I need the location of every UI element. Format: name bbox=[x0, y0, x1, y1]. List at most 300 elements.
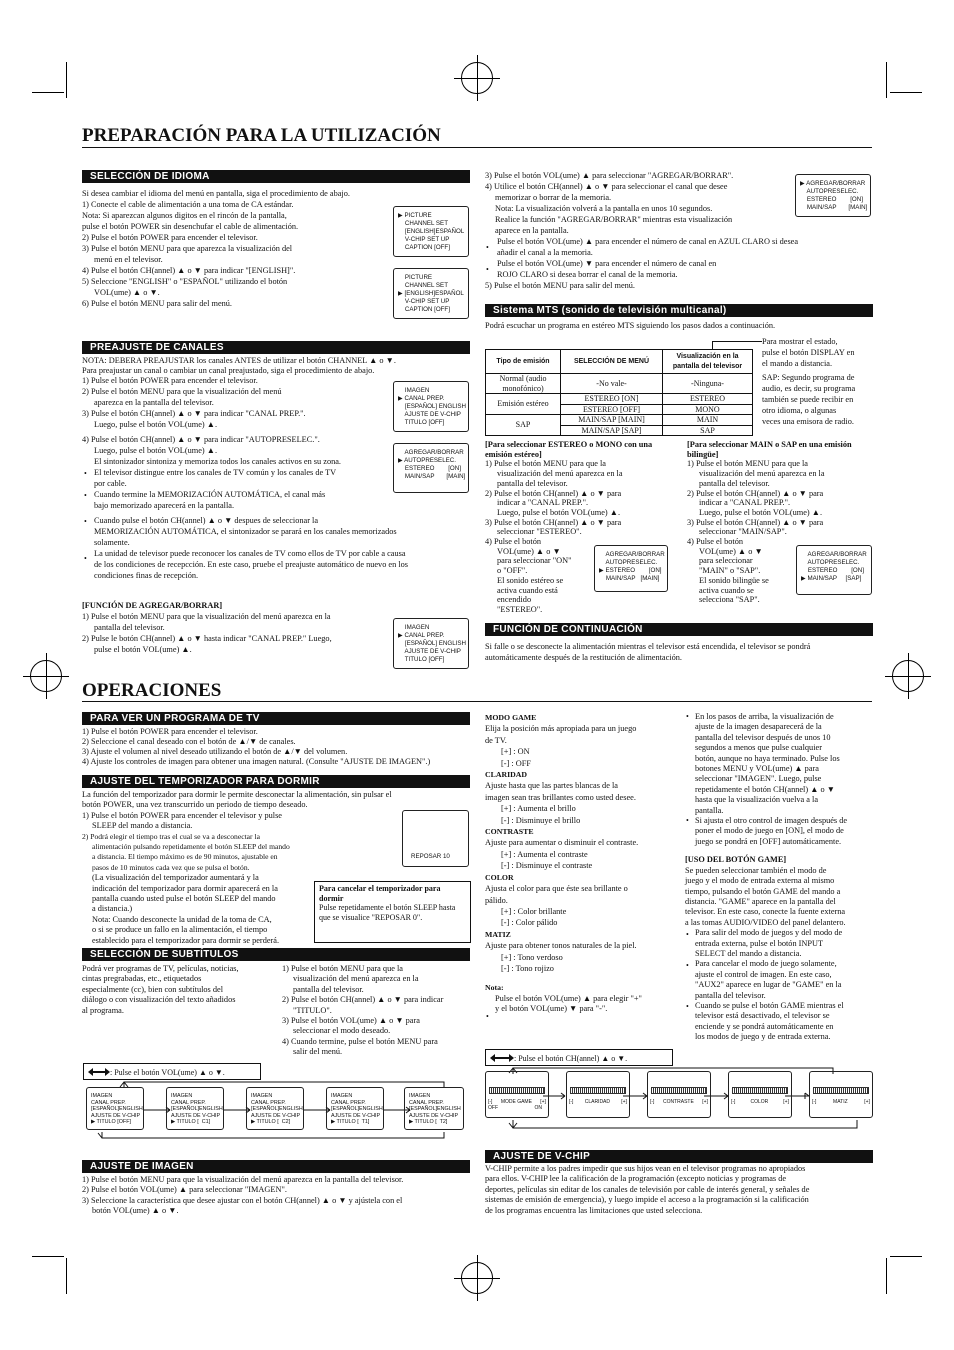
crop-mark bbox=[66, 1258, 67, 1294]
text-line: Elija la posición más apropiada para un juego bbox=[485, 724, 637, 734]
text-line: 2) Pulse el botón CH(annel) ▲ o ▼ para indicar bbox=[282, 995, 444, 1005]
title-rule bbox=[82, 701, 872, 702]
text-line: Ajuste para obtener tonos naturales de la piel. bbox=[485, 941, 637, 951]
imagen-header: AJUSTE DE IMAGEN bbox=[82, 1160, 470, 1173]
text-line: 4) Ajuste los controles de imagen para obtener una imagen natural. (Consulte "AJUSTE DE IMAGEN".) bbox=[82, 757, 431, 766]
cancel-text: Pulse repetidamente el botón SLEEP hasta que se visualice "REPOSAR 0". bbox=[319, 903, 456, 922]
text-line: menú en el televisor. bbox=[94, 255, 163, 264]
text-line: Para preajustar un canal o cambiar un canal preajustado, siga el procedimiento de abajo. bbox=[82, 365, 375, 375]
text-line: El sonido bilingüe se bbox=[699, 575, 769, 585]
temporizador-header: AJUSTE DEL TEMPORIZADOR PARA DORMIR bbox=[82, 775, 470, 788]
crop-mark bbox=[66, 62, 67, 98]
bullet: • bbox=[486, 243, 489, 252]
text-line: ajuste el control de imagen. En este caso, bbox=[695, 969, 832, 979]
text-line: "ESTEREO". bbox=[497, 604, 543, 614]
registration-mark bbox=[892, 660, 924, 692]
page-title: PREPARACIÓN PARA LA UTILIZACIÓN bbox=[82, 125, 441, 146]
registration-mark bbox=[461, 62, 493, 94]
text-line: de TV. bbox=[485, 735, 507, 745]
text-line: botón, aunque no haya terminado. Pulse los bbox=[695, 753, 840, 763]
text-line: audio, es decir, su programa bbox=[762, 384, 856, 393]
text-line: [-] : Disminuye el contraste bbox=[501, 861, 593, 871]
subtitulos-left bbox=[82, 964, 272, 1016]
text-line: a distancia.) bbox=[92, 904, 133, 914]
text-line: pantalla cuando usted pulse el botón SLEEP del mando bbox=[92, 894, 276, 904]
table-cell: Emisión estéreo bbox=[486, 394, 561, 415]
mts-header: Sistema MTS (sonido de televisión multicanal) bbox=[485, 304, 873, 317]
text-line: V-CHIP permite a los padres impedir que sus hijos vean en el televisor programas no apropiados bbox=[485, 1164, 806, 1173]
mts-side-note bbox=[762, 336, 877, 427]
text-line: Para mostrar el estado, bbox=[762, 337, 838, 346]
text-line: Luego, pulse el botón VOL(ume) ▲. bbox=[94, 446, 218, 455]
bullet: • bbox=[486, 1012, 489, 1021]
text-line: 5) Seleccione "ENGLISH" o "ESPAÑOL" utilizando el botón bbox=[82, 277, 288, 286]
text-line: activa cuando está bbox=[497, 585, 558, 595]
text-line: 2) Pulse el botón MENU para que la visualización del menú bbox=[82, 387, 282, 396]
bar-range-label bbox=[488, 1105, 542, 1111]
bar-label bbox=[650, 1099, 708, 1105]
text-line: de los programas encuentra las limitaciones que usted selecciona. bbox=[485, 1205, 703, 1215]
text-line: Cuando pulse el botón CH(annel) ▲ o ▼ despues de seleccionar la bbox=[94, 516, 319, 525]
text-line: pantalla. bbox=[695, 805, 724, 815]
text-line: 2) Pulse el botón CH(annel) ▲ o ▼ para bbox=[485, 488, 622, 498]
text-line: 3) Seleccione la característica que desee ajustar con el botón CH(annel) ▲ o ▼ y ajústela con el bbox=[82, 1195, 403, 1205]
text-line: Ajuste para aumentar o disminuir el contraste. bbox=[485, 838, 639, 848]
table-cell: ESTEREO [ON] bbox=[561, 394, 663, 405]
picture-bar-screen bbox=[728, 1071, 792, 1118]
text-line: Luego, pulse el botón VOL(ume) ▲. bbox=[94, 420, 218, 429]
text-line: 4) Pulse el botón bbox=[687, 537, 743, 547]
text-line: Podrá ver programas de TV, películas, noticias, bbox=[82, 964, 239, 973]
text-line: seleccionar "IMAGEN". Luego, pulse bbox=[695, 774, 822, 784]
title-rule bbox=[82, 147, 872, 148]
menu-screen: ▶ PICTURE CHANNEL SET [ENGLISH]ESPAÑOL V-CHIP SET UP CAPTION [OFF] bbox=[393, 206, 469, 257]
text-line: 1) Pulse el botón MENU para que la bbox=[687, 459, 808, 469]
menu-screen: IMAGEN ▶ CANAL PREP. [ESPAÑOL] ENGLISH AJUSTE DE V-CHIP TITULO [OFF] bbox=[393, 381, 469, 432]
text-line: Pulse el botón VOL(ume) ▲ para elegir "+" bbox=[495, 993, 642, 1003]
text-line: sistemas de emisión de emergencia), y luego impide el acceso a la programación si la calificación bbox=[485, 1195, 809, 1205]
text-line: indicar a "CANAL PREP.". bbox=[497, 498, 589, 508]
text-line: televisor. En este caso, conecte la fuente externa bbox=[685, 907, 846, 917]
text-line: 1) Pulse el botón MENU para que la bbox=[282, 964, 403, 973]
text-line: Pulse el botón VOL(ume) ▼ para encender el número de canal en bbox=[497, 259, 717, 268]
text-line: o "OFF". bbox=[497, 566, 528, 576]
text-line: encendido bbox=[497, 595, 532, 605]
text-line: repetidamente el botón CH(annel) ▲ o ▼ bbox=[695, 784, 835, 794]
bullet: • bbox=[686, 712, 689, 721]
text-line: o si se produce un fallo en la alimentación, el tiempo bbox=[92, 925, 268, 935]
subsection-header: [Para seleccionar MAIN o SAP en una emisión bilingüe] bbox=[687, 440, 852, 459]
subsection-header: [FUNCIÓN DE AGREGAR/BORRAR] bbox=[82, 601, 223, 610]
text-line: 3) Pulse el botón CH(annel) ▲ o ▼ para bbox=[485, 517, 622, 527]
text-line: los modos de juego y de entrada externa. bbox=[695, 1032, 831, 1042]
title-screen: IMAGEN CANAL PREP. [ESPAÑOL]ENGLISH AJUSTE DE V-CHIP ▶ TITULO [ T1] bbox=[326, 1087, 384, 1130]
text-line: especialmente (cc), bien con subtítulos del bbox=[82, 984, 223, 994]
text-line: Si desea cambiar el idioma del menú en pantalla, siga el procedimiento de abajo. bbox=[82, 189, 350, 198]
text-line: [+] : Aumenta el brillo bbox=[501, 804, 576, 814]
text-line: seleccionar el modo deseado. bbox=[293, 1026, 391, 1036]
menu-screen: ▶ AGREGAR/BORRAR AUTOPRESELEC. ESTEREO [ON] MAIN/SAP [MAIN] bbox=[795, 174, 871, 217]
subsection-header: [USO DEL BOTÓN GAME] bbox=[685, 855, 787, 865]
bar-label bbox=[812, 1099, 870, 1105]
crop-mark bbox=[890, 1256, 922, 1257]
crop-mark bbox=[32, 1256, 64, 1257]
text-line: pantalla del televisor después de unos 10 bbox=[695, 732, 831, 742]
bullet: • bbox=[84, 517, 87, 526]
text-line: aparezca en la pantalla del televisor. bbox=[94, 398, 214, 407]
menu-screen: PICTURE CHANNEL SET ▶ [ENGLISH]ESPAÑOL V-CHIP SET UP CAPTION [OFF] bbox=[393, 268, 469, 319]
level-bar bbox=[813, 1087, 869, 1094]
table-cell: -Ninguna- bbox=[663, 374, 753, 394]
subtitulos-right bbox=[282, 964, 474, 1058]
text-line: El televisor distingue entre los canales de TV común y los canales de TV bbox=[94, 468, 337, 477]
text-line: y el botón VOL(ume) ▼ para "-". bbox=[495, 1003, 608, 1013]
bar-sign: [+] bbox=[783, 1099, 789, 1105]
table-cell: MAIN bbox=[663, 415, 753, 426]
table-header: SELECCIÓN DE MENÚ bbox=[561, 350, 663, 374]
text-line: Cuando termine la MEMORIZACIÓN AUTOMÁTICA, el canal más bbox=[94, 490, 326, 499]
text-line: 1) Pulse el botón MENU para que la bbox=[485, 459, 606, 469]
legend-text: : Pulse el botón CH(annel) ▲ o ▼. bbox=[514, 1054, 628, 1063]
text-line: deportes, películas sin editar de los canales de televisión por cable de interés general, y señales de bbox=[485, 1184, 810, 1194]
text-line: Para salir del modo de juegos y del modo de bbox=[695, 928, 843, 938]
text-line: establecido para el temporizador para dormir se perderá. bbox=[92, 935, 280, 945]
text-line: juego y el modo de entrada externa al mismo bbox=[685, 876, 835, 886]
text-line: La función del temporizador para dormir le permite desconectar la alimentación, sin pulsar el bbox=[82, 790, 392, 799]
text-line: pulse el botón POWER sin desenchufar el cable de alimentación. bbox=[82, 222, 299, 231]
text-line: pálido. bbox=[485, 895, 508, 905]
table-row bbox=[486, 415, 753, 426]
text-line: pantalla del televisor. bbox=[293, 984, 364, 994]
bar-sign: [-] bbox=[569, 1099, 574, 1105]
bar-sign: [-] bbox=[812, 1099, 817, 1105]
bar-sign: [-] bbox=[650, 1099, 655, 1105]
text-line: seleccionar "MAIN/SAP". bbox=[699, 527, 787, 537]
picture-bar-screen bbox=[809, 1071, 873, 1118]
bar-sign: [+] bbox=[864, 1099, 870, 1105]
text-line: 1) Pulse el botón POWER para encender el televisor y pulse bbox=[82, 810, 282, 820]
table-header-row bbox=[486, 350, 753, 374]
text-line: pantalla del televisor. bbox=[695, 990, 766, 1000]
text-line: indicación del temporizador para dormir aparecerá en la bbox=[92, 883, 278, 893]
title-screen: IMAGEN CANAL PREP. [ESPAÑOL]ENGLISH AJUSTE DE V-CHIP ▶ TITULO [ T2] bbox=[404, 1087, 464, 1130]
text-line: botones MENU y VOL(ume) ▲ para bbox=[695, 764, 819, 774]
vchip-text bbox=[485, 1164, 880, 1216]
text-line: Realice la función "AGREGAR/BORRAR" mientras esta visualización bbox=[495, 215, 733, 224]
bar-sign: [+] bbox=[621, 1099, 627, 1105]
text-line: Luego, pulse el botón VOL(ume) ▲. bbox=[699, 507, 823, 517]
ver-header: PARA VER UN PROGRAMA DE TV bbox=[82, 712, 470, 725]
bar-sign: [-] bbox=[731, 1099, 736, 1105]
text-line: por cable. bbox=[94, 479, 127, 488]
text-line: enciende y se pondrá automáticamente en bbox=[695, 1021, 834, 1031]
text-line: "AUX2" aparece en lugar de "GAME" en la bbox=[695, 980, 842, 990]
text-line: MATIZ bbox=[485, 929, 511, 939]
continuacion-text bbox=[485, 641, 875, 663]
menu-screen: AGREGAR/BORRAR AUTOPRESELEC. ▶ ESTEREO [ON] MAIN/SAP [MAIN] bbox=[594, 545, 668, 592]
picture-bar-screen bbox=[647, 1071, 711, 1118]
crop-mark bbox=[890, 92, 922, 93]
text-line: 6) Pulse el botón MENU para salir del menú. bbox=[82, 299, 233, 308]
text-line: 1) Pulse el botón POWER para encender el televisor. bbox=[82, 727, 258, 736]
text-line: ajuste de la imagen desaparecerá de la bbox=[695, 722, 822, 732]
text-line: 2) Pulse el botón POWER para encender el televisor. bbox=[82, 233, 258, 242]
table-row bbox=[486, 374, 753, 394]
table-cell: Normal (audio monofónico) bbox=[486, 374, 561, 394]
bar-range-text: ON bbox=[534, 1105, 542, 1111]
text-line: (La visualización del temporizador aumentará y la bbox=[92, 873, 259, 883]
text-line: Nota: La visualización volverá a la pantalla en unos 10 segundos. bbox=[495, 204, 713, 213]
text-line: VOL(ume) ▲ o ▼ bbox=[699, 546, 763, 556]
crop-mark bbox=[886, 62, 887, 98]
text-line: visualización del menú aparezca en la bbox=[497, 469, 623, 479]
text-line: a las tomas AUDIO/VIDEO del panel delantero. bbox=[685, 917, 846, 927]
table-cell: -No vale- bbox=[561, 374, 663, 394]
text-line: 4) Pulse el botón CH(annel) ▲ o ▼ para indicar "[ENGLISH]". bbox=[82, 266, 296, 275]
bullet: • bbox=[686, 961, 689, 970]
text-line: automáticamente después de la restitución de alimentación. bbox=[485, 653, 682, 662]
table-cell: ESTEREO [OFF] bbox=[561, 404, 663, 415]
bar-label bbox=[569, 1099, 627, 1105]
text-line: poner el modo de juego en [ON], el modo de bbox=[695, 826, 844, 836]
idioma-text bbox=[82, 188, 392, 309]
text-line: CONTRASTE bbox=[485, 827, 534, 837]
text-line: "MAIN" o "SAP". bbox=[699, 566, 761, 576]
text-line: condiciones finas de recepción. bbox=[94, 571, 199, 580]
text-line: para seleccionar "ON" bbox=[497, 556, 572, 566]
text-line: indicar a "CANAL PREP.". bbox=[699, 498, 791, 508]
text-line: otro idioma, o algunas bbox=[762, 406, 837, 415]
text-line: pulse el botón VOL(ume) ▲. bbox=[94, 645, 192, 654]
text-line: Pulse el botón VOL(ume) ▲ para encender el número de canal en AZUL CLARO si desea bbox=[497, 237, 799, 246]
text-line: 2) Seleccione el canal deseado con el botón de ▲/▼ de canales. bbox=[82, 737, 296, 746]
level-bar bbox=[570, 1087, 626, 1094]
text-line: 2) Pulse le botón CH(annel) ▲ o ▼ hasta indicar "CANAL PREP." Luego, bbox=[82, 634, 332, 643]
double-arrow-icon bbox=[88, 1068, 110, 1076]
text-line: Ajuste hasta que las partes blancas de la bbox=[485, 781, 618, 791]
table-cell: MAIN/SAP [SAP] bbox=[561, 425, 663, 436]
menu-screen: IMAGEN ▶ CANAL PREP. [ESPAÑOL] ENGLISH AJUSTE DE V-CHIP TITULO [OFF] bbox=[393, 618, 469, 669]
continuacion-header: FUNCIÓN DE CONTINUACIÓN bbox=[485, 623, 873, 636]
bar-range-text: OFF bbox=[488, 1105, 498, 1111]
text-line: veces una emisora de radio. bbox=[762, 417, 854, 426]
section-title: OPERACIONES bbox=[82, 680, 222, 701]
text-line: Nota: Cuando desconecte la unidad de la toma de CA, bbox=[92, 914, 272, 924]
bullet: • bbox=[486, 265, 489, 274]
agregar-func-text bbox=[82, 600, 382, 655]
bar-name: CONTRASTE bbox=[662, 1099, 694, 1105]
text-line: ROJO CLARO si desea borrar el canal de la memoria. bbox=[497, 270, 678, 279]
text-line: MEMORIZACIÓN AUTOMÁTICA, el sintonizador se parará en los canales memorizados bbox=[94, 527, 397, 536]
picture-bar-screen bbox=[485, 1071, 549, 1118]
text-line: SLEEP del mando a distancia. bbox=[92, 821, 193, 831]
table-cell: SAP bbox=[663, 425, 753, 436]
subsection-header: [Para seleccionar ESTEREO o MONO con una emisión estéreo] bbox=[485, 440, 653, 459]
text-line: botón VOL(ume) ▲ o ▼. bbox=[92, 1206, 179, 1216]
text-line: Ajusta el color para que éste sea brillante o bbox=[485, 884, 628, 894]
text-line: 2) Podrá elegir el tiempo tras el cual se va a desconectar la bbox=[82, 831, 260, 841]
text-line: [+] : Aumenta el contraste bbox=[501, 849, 588, 859]
level-bar bbox=[489, 1087, 545, 1094]
text-line: juego se pondrá en [OFF] automáticamente. bbox=[695, 836, 842, 846]
text-line: [+] : Color brillante bbox=[501, 906, 567, 916]
text-line: el mando a distancia. bbox=[762, 359, 833, 368]
text-line: Si ajusta el otro control de imagen después de bbox=[695, 816, 848, 826]
text-line: pantalla del televisor. bbox=[497, 478, 568, 488]
text-line: para ellos. V-CHIP lee la calificación de la programación (excepto noticias y programas de bbox=[485, 1174, 787, 1184]
text-line: [+] : ON bbox=[501, 747, 530, 757]
bar-name: MATIZ bbox=[833, 1099, 848, 1105]
modos-text bbox=[485, 712, 675, 1014]
table-header: Tipo de emisión bbox=[486, 350, 561, 374]
crop-mark bbox=[886, 1258, 887, 1294]
table-cell: MONO bbox=[663, 404, 753, 415]
text-line: 3) Pulse el botón CH(annel) ▲ o ▼ para indicar "CANAL PREP.". bbox=[82, 409, 306, 418]
callout-line bbox=[712, 341, 713, 350]
text-line: 1) Pulse el botón MENU para que la visualización del menú aparezca en la pantalla del televisor. bbox=[82, 1175, 404, 1184]
text-line: COLOR bbox=[485, 872, 514, 882]
vol-legend bbox=[83, 1063, 261, 1080]
text-line: Luego, pulse el botón VOL(ume) ▲. bbox=[497, 507, 621, 517]
table-cell: MAIN/SAP [MAIN] bbox=[561, 415, 663, 426]
text-line: NOTA: DEBERA PREAJUSTAR los canales ANTES de utilizar el botón CHANNEL ▲ o ▼. bbox=[82, 356, 396, 365]
registration-mark bbox=[30, 660, 62, 692]
text-line: El sonido estéreo se bbox=[497, 575, 564, 585]
text-line: seleccionar "ESTEREO". bbox=[497, 527, 582, 537]
text-line: pantalla del televisor. bbox=[699, 478, 770, 488]
bar-sign: [+] bbox=[540, 1099, 546, 1105]
table-cell: SAP bbox=[486, 415, 561, 436]
text-line: imagen sean tras brillantes como usted desee. bbox=[485, 792, 636, 802]
sleep-screen: REPOSAR 10 bbox=[402, 810, 469, 867]
mts-table bbox=[485, 349, 753, 436]
text-line: 3) Pulse el botón VOL(ume) ▲ o ▼ para bbox=[282, 1016, 420, 1026]
text-line: visualización del menú aparezca en la bbox=[293, 974, 419, 984]
level-bar bbox=[732, 1087, 788, 1094]
cancel-title: Para cancelar el temporizador para dormir bbox=[319, 884, 441, 903]
text-line: SAP: Segundo programa de bbox=[762, 373, 855, 382]
bullet: • bbox=[84, 554, 87, 563]
ver-text bbox=[82, 727, 477, 767]
idioma-header: SELECCIÓN DE IDIOMA bbox=[82, 170, 470, 183]
text-line: Si falle o se desconecte la alimentación mientras el televisor está encendida, el televisor se pondrá bbox=[485, 642, 811, 651]
text-line: distancia. "GAME" aparece en la pantalla del bbox=[685, 896, 836, 906]
text-line: MODO GAME bbox=[485, 713, 537, 722]
text-line: pantalla del televisor. bbox=[94, 623, 165, 632]
text-line: bajo memorizado aparecerá en la pantalla. bbox=[94, 501, 235, 510]
text-line: botón POWER, una vez transcurrido un periodo de tiempo deseado. bbox=[82, 800, 308, 810]
imagen-text bbox=[82, 1175, 477, 1217]
text-line: 3) Ajuste el volumen al nivel deseado utilizando el botón de ▲/▼ del volumen. bbox=[82, 747, 348, 756]
text-line: segundos a menos que pulse cualquier bbox=[695, 743, 822, 753]
notas-derecha bbox=[685, 712, 875, 1043]
text-line: también se puede recibir en bbox=[762, 395, 854, 404]
menu-screen: AGREGAR/BORRAR AUTOPRESELEC. ESTEREO [ON] ▶ MAIN/SAP [SAP] bbox=[796, 545, 872, 595]
text-line: [+] : Tono verdoso bbox=[501, 952, 563, 962]
text-line: pulse el botón DISPLAY en bbox=[762, 348, 855, 357]
text-line: Cuando se pulse el botón GAME mientras el bbox=[695, 1000, 844, 1010]
registration-mark bbox=[461, 1262, 493, 1294]
text-line: 3) Pulse el botón CH(annel) ▲ o ▼ para bbox=[687, 517, 824, 527]
preajuste-text bbox=[82, 356, 409, 581]
text-line: hasta que la visualización vuelva a la bbox=[695, 795, 819, 805]
text-line: [-] : OFF bbox=[501, 758, 531, 768]
double-arrow-icon bbox=[490, 1054, 514, 1062]
text-line: selecciona "SAP". bbox=[699, 595, 760, 605]
bar-name: MODE GAME bbox=[500, 1099, 532, 1105]
text-line: a distancia. El tiempo máximo es de 90 minutos, ajustable en bbox=[92, 852, 278, 862]
text-line: En los pasos de arriba, la visualización de bbox=[695, 712, 834, 721]
text-line: 4) Utilice el botón CH(annel) ▲ o ▼ para seleccionar el canal que desee bbox=[485, 182, 728, 191]
text-line: 4) Pulse el botón bbox=[485, 537, 541, 547]
vchip-header: AJUSTE DE V-CHIP bbox=[485, 1150, 873, 1163]
bullet: • bbox=[686, 1002, 689, 1011]
text-line: La unidad de televisor puede reconocer los canales de TV como ellos de TV por cable a causa bbox=[94, 549, 406, 558]
text-line: Para cancelar el modo de juego solamente, bbox=[695, 959, 837, 969]
callout-line bbox=[712, 341, 762, 342]
text-line: entrada externa, pulse el botón INPUT bbox=[695, 938, 824, 948]
bar-name: COLOR bbox=[750, 1099, 769, 1105]
bar-name: CLARIDAD bbox=[584, 1099, 611, 1105]
table-header: Visualización en la pantalla del televisor bbox=[663, 350, 753, 374]
text-line: 5) Pulse el botón MENU para salir del menú. bbox=[485, 281, 636, 290]
text-line: 4) Cuando termine, pulse el botón MENU para bbox=[282, 1036, 438, 1046]
picture-bar-screen bbox=[566, 1071, 630, 1118]
title-screen: IMAGEN CANAL PREP. [ESPAÑOL]ENGLISH AJUSTE DE V-CHIP ▶ TITULO [ C2] bbox=[246, 1087, 304, 1130]
bar-sign: [-] bbox=[488, 1099, 493, 1105]
text-line: alimentación pulsando repetidamente el botón SLEEP del mando bbox=[92, 842, 290, 852]
text-line: Se pueden seleccionar también el modo de bbox=[685, 865, 827, 875]
text-line: visualización del menú aparezca en la bbox=[699, 469, 825, 479]
text-line: al programa. bbox=[82, 1005, 124, 1015]
bullet: • bbox=[686, 930, 689, 939]
text-line: activa cuando se bbox=[699, 585, 754, 595]
text-line: El sintonizador sintoniza y memoriza todos los canales activos en su zona. bbox=[94, 457, 341, 466]
bullet: • bbox=[686, 816, 689, 825]
text-line: [-] : Disminuye el brillo bbox=[501, 815, 581, 825]
mts-intro: Podrá escuchar un programa en estéreo MTS siguiendo los pasos dados a continuación. bbox=[485, 321, 776, 330]
text-line: 1) Pulse el botón MENU para que la visualización del menú aparezca en la bbox=[82, 612, 331, 621]
text-line: solamente. bbox=[94, 538, 130, 547]
text-line: [-] : Tono rojizo bbox=[501, 963, 554, 973]
cancel-box bbox=[314, 881, 471, 943]
level-bar bbox=[651, 1087, 707, 1094]
text-line: memorizar o borrar de la memoria. bbox=[495, 193, 612, 202]
text-line: cintas pregrabadas, etc., etiquetados bbox=[82, 974, 202, 984]
text-line: VOL(ume) ▲ o ▼. bbox=[94, 288, 160, 297]
text-line: añadir el canal a la memoria. bbox=[497, 248, 593, 257]
subtitulos-header: SELECCIÓN DE SUBTÍTULOS bbox=[82, 948, 470, 961]
legend-text: : Pulse el botón VOL(ume) ▲ o ▼. bbox=[110, 1068, 225, 1077]
text-line: 3) Pulse el botón VOL(ume) ▲ para seleccionar "AGREGAR/BORRAR". bbox=[485, 171, 734, 180]
text-line: 1) Pulse el botón POWER para encender el televisor. bbox=[82, 376, 258, 385]
preajuste-header: PREAJUSTE DE CANALES bbox=[82, 341, 470, 354]
text-line: pasos de 10 minutos cada vez que se pulsa el botón. bbox=[92, 862, 250, 872]
text-line: de los condiciones de recepcción. En este caso, pruebe el preajuste automático de nuevo en los bbox=[94, 560, 409, 569]
ch-legend bbox=[485, 1049, 673, 1066]
text-line: televisor está desactivado, el televisor se bbox=[695, 1011, 830, 1021]
text-line: 1) Conecte el cable de alimentación a una toma de CA estándar. bbox=[82, 200, 294, 209]
text-line: salir del menú. bbox=[293, 1047, 343, 1057]
table-row bbox=[486, 394, 753, 405]
bullet: • bbox=[84, 491, 87, 500]
title-screen: IMAGEN CANAL PREP. [ESPAÑOL]ENGLISH AJUSTE DE V-CHIP ▶ TITULO [OFF] bbox=[86, 1087, 144, 1130]
menu-screen: AGREGAR/BORRAR ▶ AUTOPRESELEC. ESTEREO [ON] MAIN/SAP [MAIN] bbox=[393, 443, 469, 493]
bullet: • bbox=[84, 469, 87, 478]
text-line: "TITULO". bbox=[293, 1005, 332, 1015]
text-line: SELECT del mando a distancia. bbox=[695, 948, 802, 958]
title-screen: IMAGEN CANAL PREP. [ESPAÑOL]ENGLISH AJUSTE DE V-CHIP ▶ TITULO [ C1] bbox=[166, 1087, 224, 1130]
